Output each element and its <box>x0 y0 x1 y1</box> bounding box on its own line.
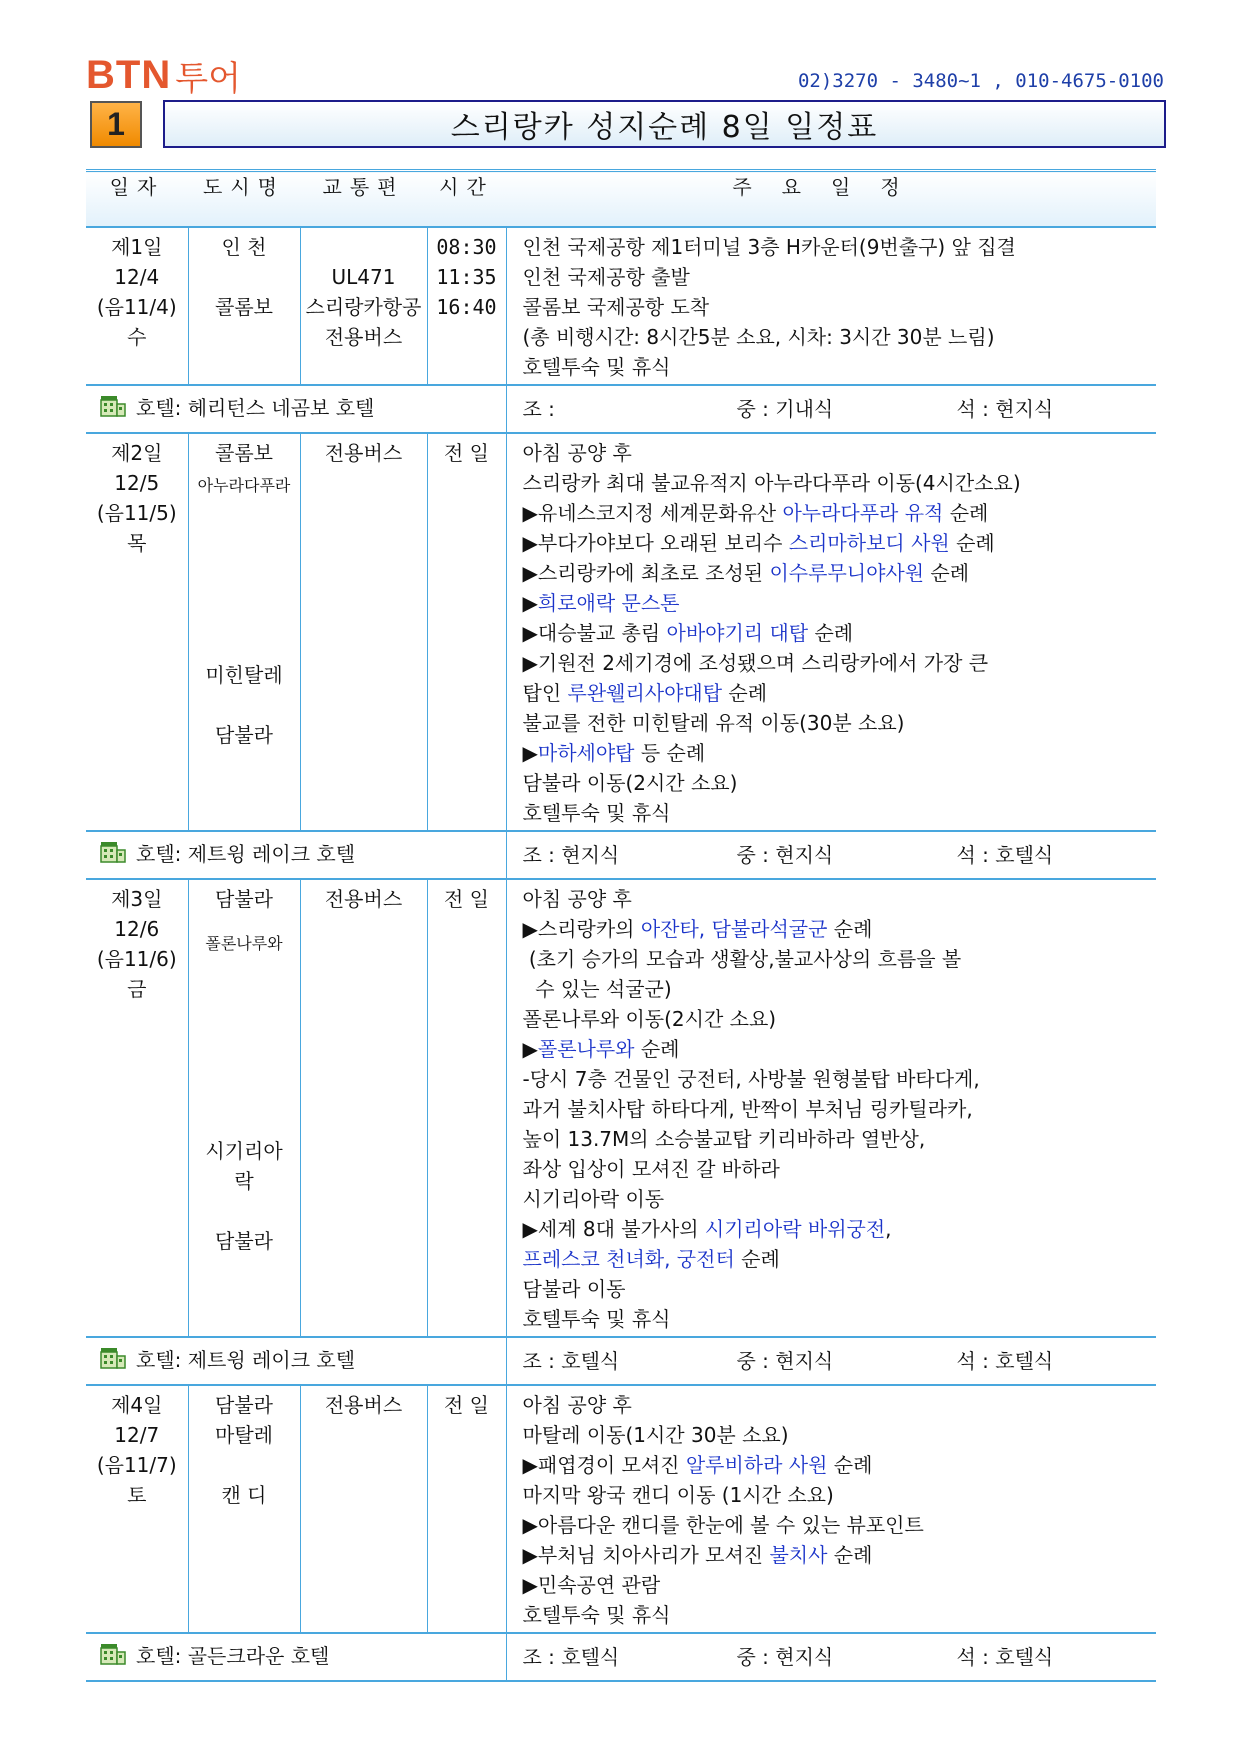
schedule-text: 순례 <box>924 561 970 585</box>
schedule-text: ▶부처님 치아사리가 모셔진 <box>522 1543 770 1567</box>
schedule-text: ▶민속공연 관람 <box>522 1573 661 1597</box>
weekday: 수 <box>127 325 147 349</box>
schedule-text: 콜롬보 국제공항 도착 <box>522 295 710 319</box>
lunch: 중 : 기내식 <box>736 397 834 421</box>
schedule-line <box>523 1184 1157 1214</box>
city-name: 담불라 <box>215 1229 273 1253</box>
schedule-text: 인천 국제공항 출발 <box>522 265 690 289</box>
highlighted-place: 아바야기리 대탑 <box>666 621 809 645</box>
schedule-text: 순례 <box>634 1037 680 1061</box>
date-cell <box>86 879 188 1337</box>
building-icon <box>100 1347 126 1377</box>
schedule-line <box>523 708 1157 738</box>
schedule-cell <box>506 227 1156 385</box>
page-number-badge: 1 <box>90 101 142 148</box>
schedule-text: 순례 <box>827 1453 873 1477</box>
meals-cell <box>506 1337 1156 1385</box>
schedule-text: 아침 공양 후 <box>522 1393 632 1417</box>
schedule-line <box>523 262 1157 292</box>
schedule-text: ▶패엽경이 모셔진 <box>522 1453 686 1477</box>
date-cell <box>86 1385 188 1633</box>
highlighted-place: 프레스코 천녀화, 궁전터 <box>522 1247 735 1271</box>
highlighted-place: 폴론나루와 <box>537 1037 635 1061</box>
schedule-line <box>523 798 1157 828</box>
schedule-line <box>523 1064 1157 1094</box>
city-cell <box>188 433 300 831</box>
transport-cell: 전용버스 <box>300 433 427 831</box>
highlighted-place: 희로애락 문스톤 <box>537 591 680 615</box>
schedule-text: 순례 <box>734 1247 780 1271</box>
day-row-4 <box>86 1385 1156 1633</box>
weekday: 토 <box>127 1483 147 1507</box>
schedule-text: ▶ <box>522 591 538 615</box>
schedule-line <box>523 974 1157 1004</box>
city-name: 미힌탈레 <box>205 663 283 687</box>
city-name: 담불라 <box>215 1393 273 1417</box>
schedule-line <box>523 1004 1157 1034</box>
dinner: 석 : 호텔식 <box>956 843 1054 867</box>
time-value: 08:30 <box>436 235 497 259</box>
schedule-text: 순례 <box>722 681 768 705</box>
schedule-text: -당시 7층 건물인 궁전터, 사방불 원형불탑 바타다게, <box>522 1067 980 1091</box>
schedule-line <box>523 1480 1157 1510</box>
schedule-text: 불교를 전한 미힌탈레 유적 이동(30분 소요) <box>522 711 905 735</box>
schedule-text: 호텔투숙 및 휴식 <box>522 1307 671 1331</box>
schedule-text: ▶ <box>522 741 538 765</box>
schedule-line <box>523 1214 1157 1244</box>
day-label: 제2일 <box>111 441 163 465</box>
schedule-text: 수 있는 석굴군) <box>522 977 672 1001</box>
highlighted-place: 불치사 <box>769 1543 828 1567</box>
schedule-text: 스리랑카 최대 불교유적지 아누라다푸라 이동(4시간소요) <box>522 471 1021 495</box>
schedule-text: 담불라 이동(2시간 소요) <box>522 771 738 795</box>
city-name: 담불라 <box>215 723 273 747</box>
schedule-line <box>523 498 1157 528</box>
schedule-line <box>523 528 1157 558</box>
schedule-table <box>86 169 1156 1682</box>
schedule-text: 순례 <box>943 501 989 525</box>
lunch: 중 : 현지식 <box>736 1349 834 1373</box>
header-schedule: 주요일정 <box>506 171 1156 228</box>
time-cell: 전 일 <box>427 879 506 1337</box>
hotel-name: 호텔: 제트윙 레이크 호텔 <box>136 842 356 867</box>
city-name: 콜롬보 <box>215 441 273 465</box>
solar-date: 12/4 <box>114 265 160 289</box>
schedule-text: 순례 <box>949 531 995 555</box>
schedule-cell <box>506 879 1156 1337</box>
highlighted-place: 시기리아락 바위궁전 <box>704 1217 886 1241</box>
date-cell <box>86 227 188 385</box>
phone-numbers: 02)3270 - 3480~1 , 010-4675-0100 <box>797 70 1164 92</box>
schedule-text: 폴론나루와 이동(2시간 소요) <box>522 1007 777 1031</box>
schedule-text: 등 순례 <box>634 741 706 765</box>
transport-mode: 전용버스 <box>324 325 403 349</box>
schedule-text: (총 비행시간: 8시간5분 소요, 시차: 3시간 30분 느림) <box>522 325 995 349</box>
header-time: 시간 <box>427 171 506 228</box>
page-title: 스리랑카 성지순례 8일 일정표 <box>163 100 1166 148</box>
time-cell: 전 일 <box>427 1385 506 1633</box>
schedule-line <box>523 1570 1157 1600</box>
city-name: 캔 디 <box>221 1483 267 1507</box>
lunch: 중 : 현지식 <box>736 1645 834 1669</box>
highlighted-place: 이수루무니야사원 <box>769 561 925 585</box>
logo-btn-text: BTN <box>86 52 172 97</box>
city-name: 폴론나루와 <box>205 934 283 953</box>
schedule-text: 인천 국제공항 제1터미널 3층 H카운터(9번출구) 앞 집결 <box>522 235 1016 259</box>
schedule-line <box>523 768 1157 798</box>
schedule-line <box>523 558 1157 588</box>
solar-date: 12/7 <box>114 1423 160 1447</box>
city-cell <box>188 879 300 1337</box>
schedule-line <box>523 1510 1157 1540</box>
dinner: 석 : 호텔식 <box>956 1349 1054 1373</box>
date-cell <box>86 433 188 831</box>
btn-tour-logo <box>86 52 241 99</box>
lunar-date: (음11/7) <box>96 1453 177 1477</box>
city-name: 마탈레 <box>215 1423 273 1447</box>
city-cell <box>188 1385 300 1633</box>
schedule-text: ▶ <box>522 1037 538 1061</box>
schedule-text: ▶아름다운 캔디를 한눈에 볼 수 있는 뷰포인트 <box>522 1513 924 1537</box>
breakfast: 조 : 호텔식 <box>522 1349 620 1373</box>
schedule-text: 시기리아락 이동 <box>522 1187 665 1211</box>
lunch: 중 : 현지식 <box>736 843 834 867</box>
schedule-text: 담불라 이동 <box>522 1277 626 1301</box>
highlighted-place: 아잔타, 담불라석굴군 <box>640 917 828 941</box>
city-name: 담불라 <box>215 887 273 911</box>
schedule-line <box>523 1124 1157 1154</box>
schedule-line <box>523 352 1157 382</box>
weekday: 목 <box>127 531 147 555</box>
hotel-row-2 <box>86 831 1156 879</box>
schedule-text: 과거 불치사탑 하타다게, 반짝이 부처님 링카틸라카, <box>522 1097 973 1121</box>
schedule-text: ▶기원전 2세기경에 조성됐으며 스리랑카에서 가장 큰 <box>522 651 989 675</box>
schedule-line <box>523 588 1157 618</box>
schedule-text: ▶세계 8대 불가사의 <box>522 1217 705 1241</box>
highlighted-place: 알루비하라 사원 <box>685 1453 828 1477</box>
schedule-text: 호텔투숙 및 휴식 <box>522 355 671 379</box>
schedule-text: 높이 13.7M의 소승불교탑 키리바하라 열반상, <box>522 1127 926 1151</box>
building-icon <box>100 1643 126 1673</box>
schedule-text: ▶유네스코지정 세계문화유산 <box>522 501 783 525</box>
hotel-row-1 <box>86 385 1156 433</box>
schedule-text: 아침 공양 후 <box>522 887 632 911</box>
schedule-line <box>523 232 1157 262</box>
hotel-row-4 <box>86 1633 1156 1681</box>
day-row-1 <box>86 227 1156 385</box>
schedule-text: 좌상 입상이 모셔진 갈 바하라 <box>522 1157 780 1181</box>
schedule-text: 아침 공양 후 <box>522 441 632 465</box>
schedule-text: 탑인 <box>522 681 568 705</box>
flight-number: UL471 <box>331 265 396 289</box>
hotel-cell <box>86 1337 506 1385</box>
time-cell <box>427 227 506 385</box>
time-value: 11:35 <box>436 265 497 289</box>
breakfast: 조 : <box>522 397 555 421</box>
day-row-2 <box>86 433 1156 831</box>
schedule-line <box>523 438 1157 468</box>
schedule-line <box>523 1450 1157 1480</box>
meals-cell <box>506 385 1156 433</box>
schedule-line <box>523 738 1157 768</box>
transport-cell <box>300 227 427 385</box>
meals-cell <box>506 1633 1156 1681</box>
table-header-row <box>86 171 1156 228</box>
schedule-line <box>523 1034 1157 1064</box>
schedule-text: 마탈레 이동(1시간 30분 소요) <box>522 1423 789 1447</box>
hotel-row-3 <box>86 1337 1156 1385</box>
schedule-line <box>523 1420 1157 1450</box>
schedule-line <box>523 678 1157 708</box>
city-cell <box>188 227 300 385</box>
hotel-name: 호텔: 골든크라운 호텔 <box>136 1644 330 1669</box>
day-row-3 <box>86 879 1156 1337</box>
schedule-line <box>523 1390 1157 1420</box>
schedule-line <box>523 292 1157 322</box>
schedule-text: , <box>885 1217 892 1241</box>
building-icon <box>100 841 126 871</box>
schedule-cell <box>506 433 1156 831</box>
schedule-line <box>523 1154 1157 1184</box>
city-name: 콜롬보 <box>215 295 273 319</box>
schedule-line <box>523 1600 1157 1630</box>
time-value: 16:40 <box>436 295 497 319</box>
highlighted-place: 스리마하보디 사원 <box>788 531 950 555</box>
highlighted-place: 루완웰리사야대탑 <box>567 681 723 705</box>
dinner: 석 : 호텔식 <box>956 1645 1054 1669</box>
solar-date: 12/6 <box>114 917 160 941</box>
schedule-line <box>523 1304 1157 1334</box>
city-name: 인 천 <box>221 235 267 259</box>
schedule-text: (초기 승가의 모습과 생활상,불교사상의 흐름을 볼 <box>522 947 962 971</box>
city-name: 시기리아락 <box>205 1139 283 1193</box>
schedule-text: ▶스리랑카에 최초로 조성된 <box>522 561 770 585</box>
hotel-name: 호텔: 헤리턴스 네곰보 호텔 <box>136 396 375 421</box>
transport-cell: 전용버스 <box>300 879 427 1337</box>
logo-tour-text: 투어 <box>175 58 241 99</box>
solar-date: 12/5 <box>114 471 160 495</box>
lunar-date: (음11/6) <box>96 947 177 971</box>
schedule-line <box>523 468 1157 498</box>
schedule-cell <box>506 1385 1156 1633</box>
day-label: 제3일 <box>111 887 163 911</box>
schedule-line <box>523 1094 1157 1124</box>
schedule-text: ▶대승불교 총림 <box>522 621 667 645</box>
hotel-name: 호텔: 제트윙 레이크 호텔 <box>136 1348 356 1373</box>
building-icon <box>100 395 126 425</box>
schedule-line <box>523 884 1157 914</box>
schedule-line <box>523 944 1157 974</box>
city-name: 아누라다푸라 <box>197 476 291 495</box>
lunar-date: (음11/4) <box>96 295 177 319</box>
weekday: 금 <box>127 977 147 1001</box>
time-cell: 전 일 <box>427 433 506 831</box>
highlighted-place: 마하세야탑 <box>537 741 635 765</box>
schedule-text: ▶부다가야보다 오래된 보리수 <box>522 531 789 555</box>
schedule-text: 순례 <box>808 621 854 645</box>
breakfast: 조 : 현지식 <box>522 843 620 867</box>
lunar-date: (음11/5) <box>96 501 177 525</box>
breakfast: 조 : 호텔식 <box>522 1645 620 1669</box>
schedule-text: 호텔투숙 및 휴식 <box>522 1603 671 1627</box>
schedule-line <box>523 1244 1157 1274</box>
schedule-text: 순례 <box>827 1543 873 1567</box>
schedule-line <box>523 618 1157 648</box>
schedule-line <box>523 1540 1157 1570</box>
schedule-text: 호텔투숙 및 휴식 <box>522 801 671 825</box>
schedule-line <box>523 648 1157 678</box>
header-transport: 교통편 <box>300 171 427 228</box>
schedule-line <box>523 914 1157 944</box>
day-label: 제1일 <box>111 235 163 259</box>
dinner: 석 : 현지식 <box>956 397 1054 421</box>
header-date: 일자 <box>86 171 188 228</box>
header-city: 도시명 <box>188 171 300 228</box>
hotel-cell <box>86 385 506 433</box>
schedule-text: 마지막 왕국 캔디 이동 (1시간 소요) <box>522 1483 834 1507</box>
schedule-text: 순례 <box>827 917 873 941</box>
highlighted-place: 아누라다푸라 유적 <box>782 501 944 525</box>
schedule-line <box>523 1274 1157 1304</box>
airline: 스리랑카항공 <box>305 295 422 319</box>
meals-cell <box>506 831 1156 879</box>
hotel-cell <box>86 831 506 879</box>
schedule-text: ▶스리랑카의 <box>522 917 641 941</box>
transport-cell: 전용버스 <box>300 1385 427 1633</box>
hotel-cell <box>86 1633 506 1681</box>
day-label: 제4일 <box>111 1393 163 1417</box>
schedule-line <box>523 322 1157 352</box>
